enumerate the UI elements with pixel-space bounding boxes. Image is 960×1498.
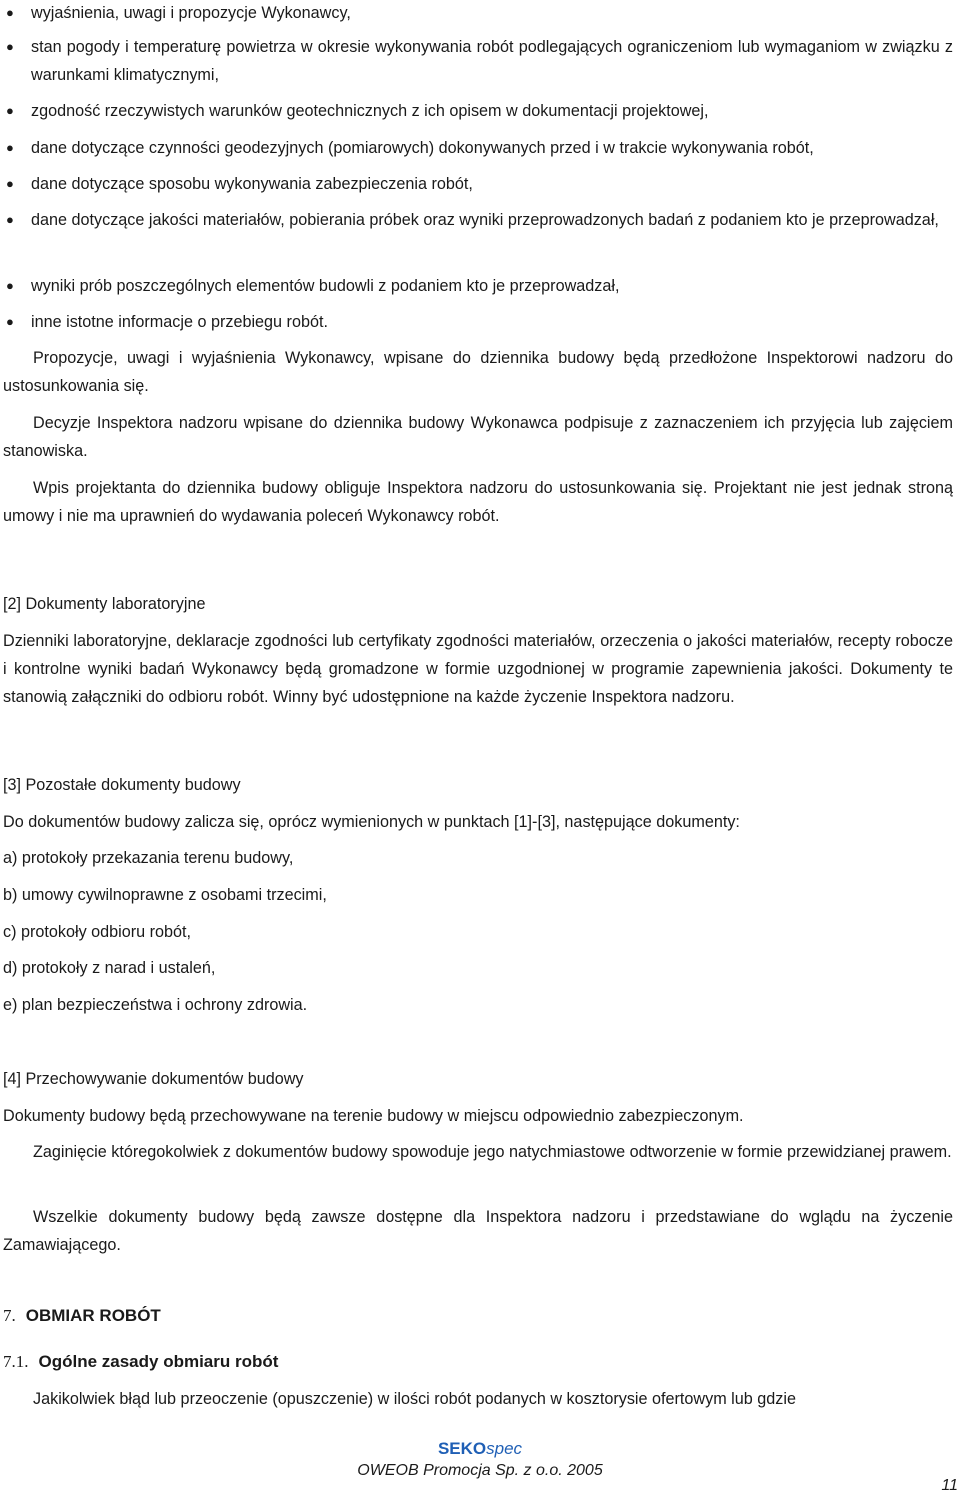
list-item (3, 206, 953, 234)
section-heading-document-storage: [4] Przechowywanie dokumentów budowy (3, 1070, 304, 1088)
list-item-text: inne istotne informacje o przebiegu robót. (31, 313, 328, 331)
bullet-icon: ● (6, 5, 14, 20)
list-item-text: zgodność rzeczywistych warunków geotechnicznych z ich opisem w dokumentacji projektowej, (31, 102, 709, 120)
paragraph-designer-entry: Wpis projektanta do dziennika budowy obliguje Inspektora nadzoru do ustosunkowania się. Projektant nie jest jednak stroną umowy i nie ma uprawnień do wydawania poleceń Wykonawcy robót. (3, 479, 953, 525)
paragraph-decisions: Decyzje Inspektora nadzoru wpisane do dziennika budowy Wykonawca podpisuje z zaznaczeniem ich przyjęcia lub zajęciem stanowiska. (3, 414, 953, 460)
section-heading-other-documents: [3] Pozostałe dokumenty budowy (3, 776, 241, 794)
paragraph-lab-documents: Dzienniki laboratoryjne, deklaracje zgodności lub certyfikaty zgodności materiałów, orzeczenia o jakości materiałów, recepty robocze i kontrolne wyniki badań Wykonawcy będą gromadzone w formie uzgodnionej w programie zapewnienia jakości. Dokumenty te stanowią załączniki do odbioru robót. Winny być udostępnione na każde życzenie Inspektora nadzoru. (3, 632, 953, 706)
list-item (3, 170, 953, 198)
list-item: c) protokoły odbioru robót, (3, 923, 192, 941)
bullet-icon: ● (6, 278, 14, 293)
list-item-text: stan pogody i temperaturę powietrza w okresie wykonywania robót podlegających ograniczeniom lub wymaganiom w związku z warunkami klimatycznymi, (31, 38, 953, 84)
bullet-icon: ● (6, 39, 14, 54)
list-item: a) protokoły przekazania terenu budowy, (3, 849, 294, 867)
list-item-text: dane dotyczące czynności geodezyjnych (pomiarowych) dokonywanych przed i w trakcie wykonywania robót, (31, 139, 814, 157)
chapter-title: OBMIAR ROBÓT (25, 1306, 161, 1325)
chapter-heading (3, 1302, 953, 1330)
paragraph-availability: Wszelkie dokumenty budowy będą zawsze dostępne dla Inspektora nadzoru i przedstawiane do wglądu na życzenie Zamawiającego. (3, 1208, 953, 1254)
paragraph-loss: Zaginięcie któregokolwiek z dokumentów budowy spowoduje jego natychmiastowe odtworzenie w formie przewidzianej prawem. (33, 1143, 952, 1161)
list-item-text: wyniki prób poszczególnych elementów budowli z podaniem kto je przeprowadzał, (31, 277, 620, 295)
list-item (3, 134, 953, 162)
bullet-icon: ● (6, 176, 14, 191)
list-item (3, 0, 953, 27)
paragraph-other-documents-intro: Do dokumentów budowy zalicza się, oprócz wymienionych w punktach [1]-[3], następujące dokumenty: (3, 813, 740, 831)
list-item-text: dane dotyczące sposobu wykonywania zabezpieczenia robót, (31, 175, 473, 193)
subchapter-number: 7.1. (3, 1352, 29, 1371)
subchapter-heading (3, 1348, 953, 1376)
paragraph-proposals: Propozycje, uwagi i wyjaśnienia Wykonawcy, wpisane do dziennika budowy będą przedłożone Inspektorowi nadzoru do ustosunkowania się. (3, 349, 953, 395)
chapter-number: 7. (3, 1306, 16, 1325)
list-item (3, 308, 953, 336)
list-item: d) protokoły z narad i ustaleń, (3, 959, 216, 977)
footer-logo (0, 1438, 960, 1460)
bullet-icon: ● (6, 103, 14, 118)
list-item: b) umowy cywilnoprawne z osobami trzecimi, (3, 886, 327, 904)
page-number: 11 (941, 1477, 958, 1494)
footer-company: OWEOB Promocja Sp. z o.o. 2005 (357, 1462, 603, 1479)
logo-italic-text: spec (486, 1439, 523, 1458)
list-item-text: dane dotyczące jakości materiałów, pobierania próbek oraz wyniki przeprowadzonych badań z podaniem kto je przeprowadzał, (31, 211, 939, 229)
paragraph-measurement: Jakikolwiek błąd lub przeoczenie (opuszczenie) w ilości robót podanych w kosztorysie ofertowym lub gdzie (33, 1390, 796, 1408)
list-item (3, 272, 953, 300)
list-item (3, 97, 953, 125)
bullet-icon: ● (6, 212, 14, 227)
bullet-icon: ● (6, 140, 14, 155)
list-item-text: wyjaśnienia, uwagi i propozycje Wykonawcy, (31, 4, 351, 22)
section-heading-lab-documents: [2] Dokumenty laboratoryjne (3, 595, 206, 613)
bullet-icon: ● (6, 314, 14, 329)
subchapter-title: Ogólne zasady obmiaru robót (38, 1352, 279, 1371)
list-item: e) plan bezpieczeństwa i ochrony zdrowia. (3, 996, 308, 1014)
logo-bold-text: SEKO (437, 1439, 487, 1458)
paragraph-storage: Dokumenty budowy będą przechowywane na terenie budowy w miejscu odpowiednio zabezpieczonym. (3, 1107, 744, 1125)
list-item (3, 33, 953, 89)
